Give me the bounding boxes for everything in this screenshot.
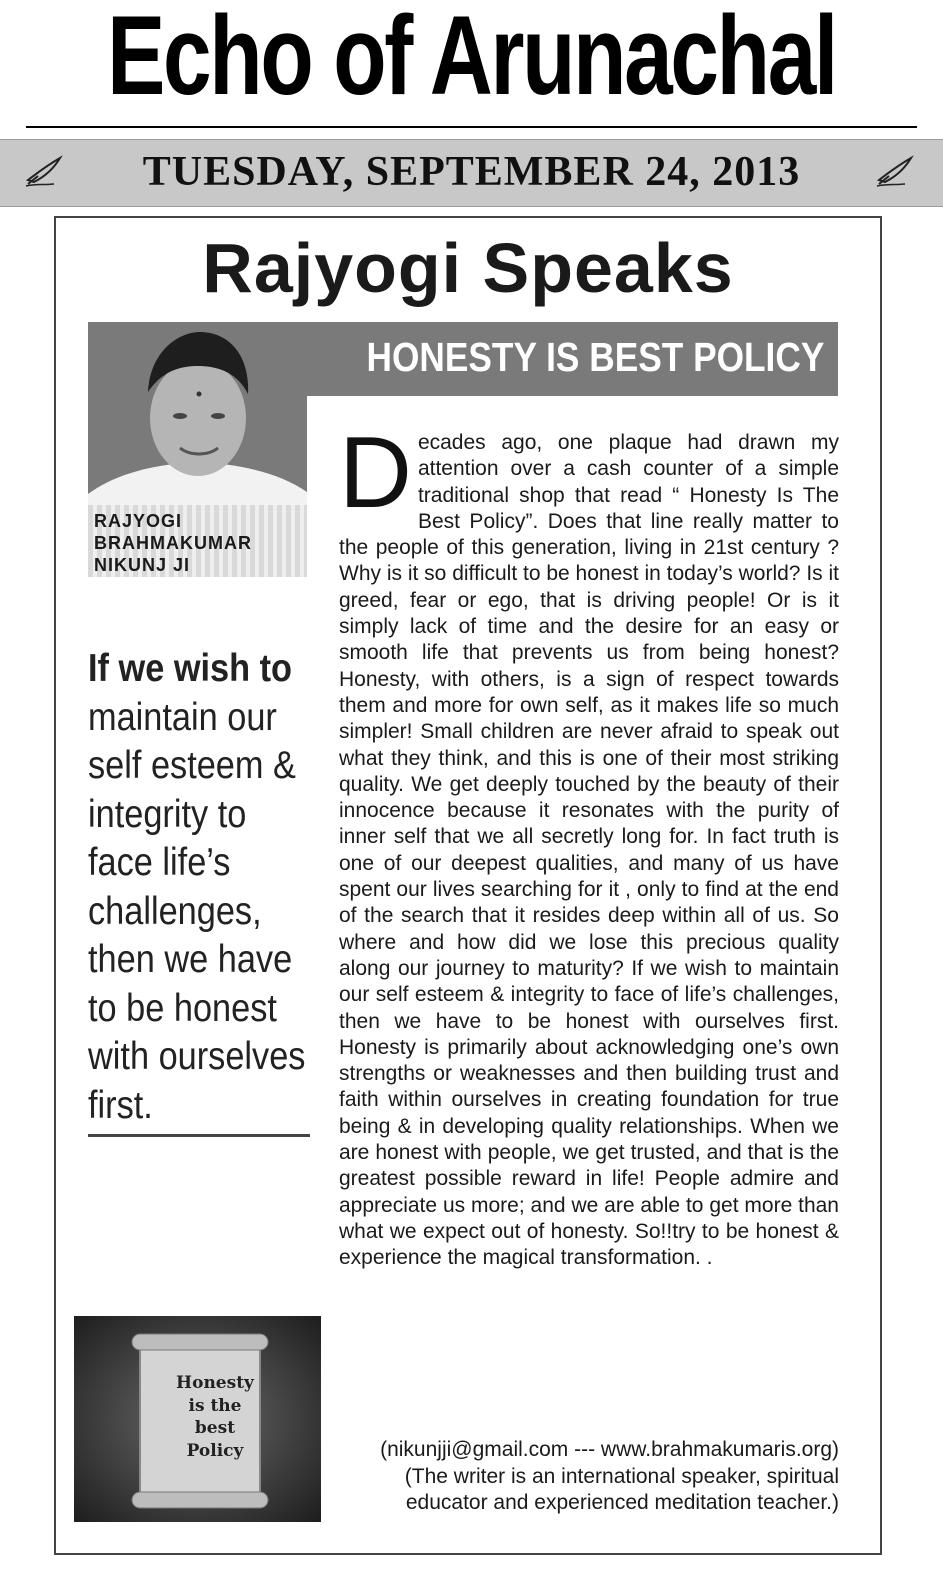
pull-quote-text: maintain our self esteem & integrity to face life’s challenges, then we have to be honest with ourselves first. — [88, 695, 306, 1127]
date-bar — [0, 139, 943, 207]
scroll-line: best — [194, 1418, 236, 1438]
drop-cap: D — [339, 417, 412, 529]
newspaper-title: Echo of Arunachal — [107, 0, 836, 118]
pull-quote-rule — [88, 1134, 310, 1137]
scroll-line: Policy — [186, 1440, 244, 1461]
pull-quote — [88, 645, 314, 1130]
author-line: BRAHMAKUMAR — [94, 533, 252, 553]
issue-date: TUESDAY, SEPTEMBER 24, 2013 — [142, 149, 801, 195]
author-name — [94, 510, 252, 576]
author-line: RAJYOGI — [94, 511, 183, 531]
author-portrait-image — [88, 322, 307, 512]
bio-line: educator and experienced meditation teacher.) — [405, 1491, 839, 1514]
contact-line: (nikunjji@gmail.com --- www.brahmakumaris.org) — [380, 1438, 839, 1461]
masthead — [0, 0, 943, 130]
quill-icon — [875, 154, 915, 188]
pull-quote-lead: If we wish to — [88, 647, 293, 690]
scroll-text — [140, 1372, 290, 1462]
scroll-line: is the — [188, 1395, 242, 1416]
article-body — [339, 417, 839, 1272]
author-line: NIKUNJ JI — [94, 555, 191, 575]
article-footer — [339, 1437, 839, 1517]
headline: HONESTY IS BEST POLICY — [366, 334, 824, 380]
scroll-line: Honesty — [176, 1373, 254, 1393]
section-title: Rajyogi Speaks — [202, 229, 734, 307]
masthead-rule — [26, 126, 917, 128]
bio-line: (The writer is an international speaker, spiritual — [404, 1464, 839, 1488]
article-body-text: ecades ago, one plaque had drawn my attention over a cash counter of a simple traditional shop that read “ Honesty Is The Best Policy”. Does that line really matter to the people of this generation, living in 21st century ? Why is it so difficult to be honest in today’s world? Is it greed, fear or ego, that is driving people! Or is it simply lack of time and the desire for an easy or smooth life that prevents us from being honest? Honesty, with others, is a sign of respect towards them and more for own self, as it makes life so much simpler! Small children are never afraid to speak out what they think, and this is one of their most striking quality. We get deeply touched by the beauty of their innocence because it resonates with the purity of inner self that we all secretly long for. In fact truth is one of our deepest qualities, and many of us have spent our lives searching for it , only to find at the end of the search that it resides deep within all of us. So where and how did we lose this precious quality along our journey to maturity? If we wish to maintain our self esteem & integrity to face of life’s challenges, then we have to be honest with ourselves first. Honesty is primarily about acknowledging one’s own strengths or weaknesses and then building trust and faith within ourselves in creating foundation for true being & in developing quality relationships. When we are honest with people, we get trusted, and that is the greatest possible reward in life! People admire and appreciate us more; and we are able to get more than what we expect out of honesty. So!!try to be honest & experience the magical transformation. . — [339, 431, 839, 1270]
